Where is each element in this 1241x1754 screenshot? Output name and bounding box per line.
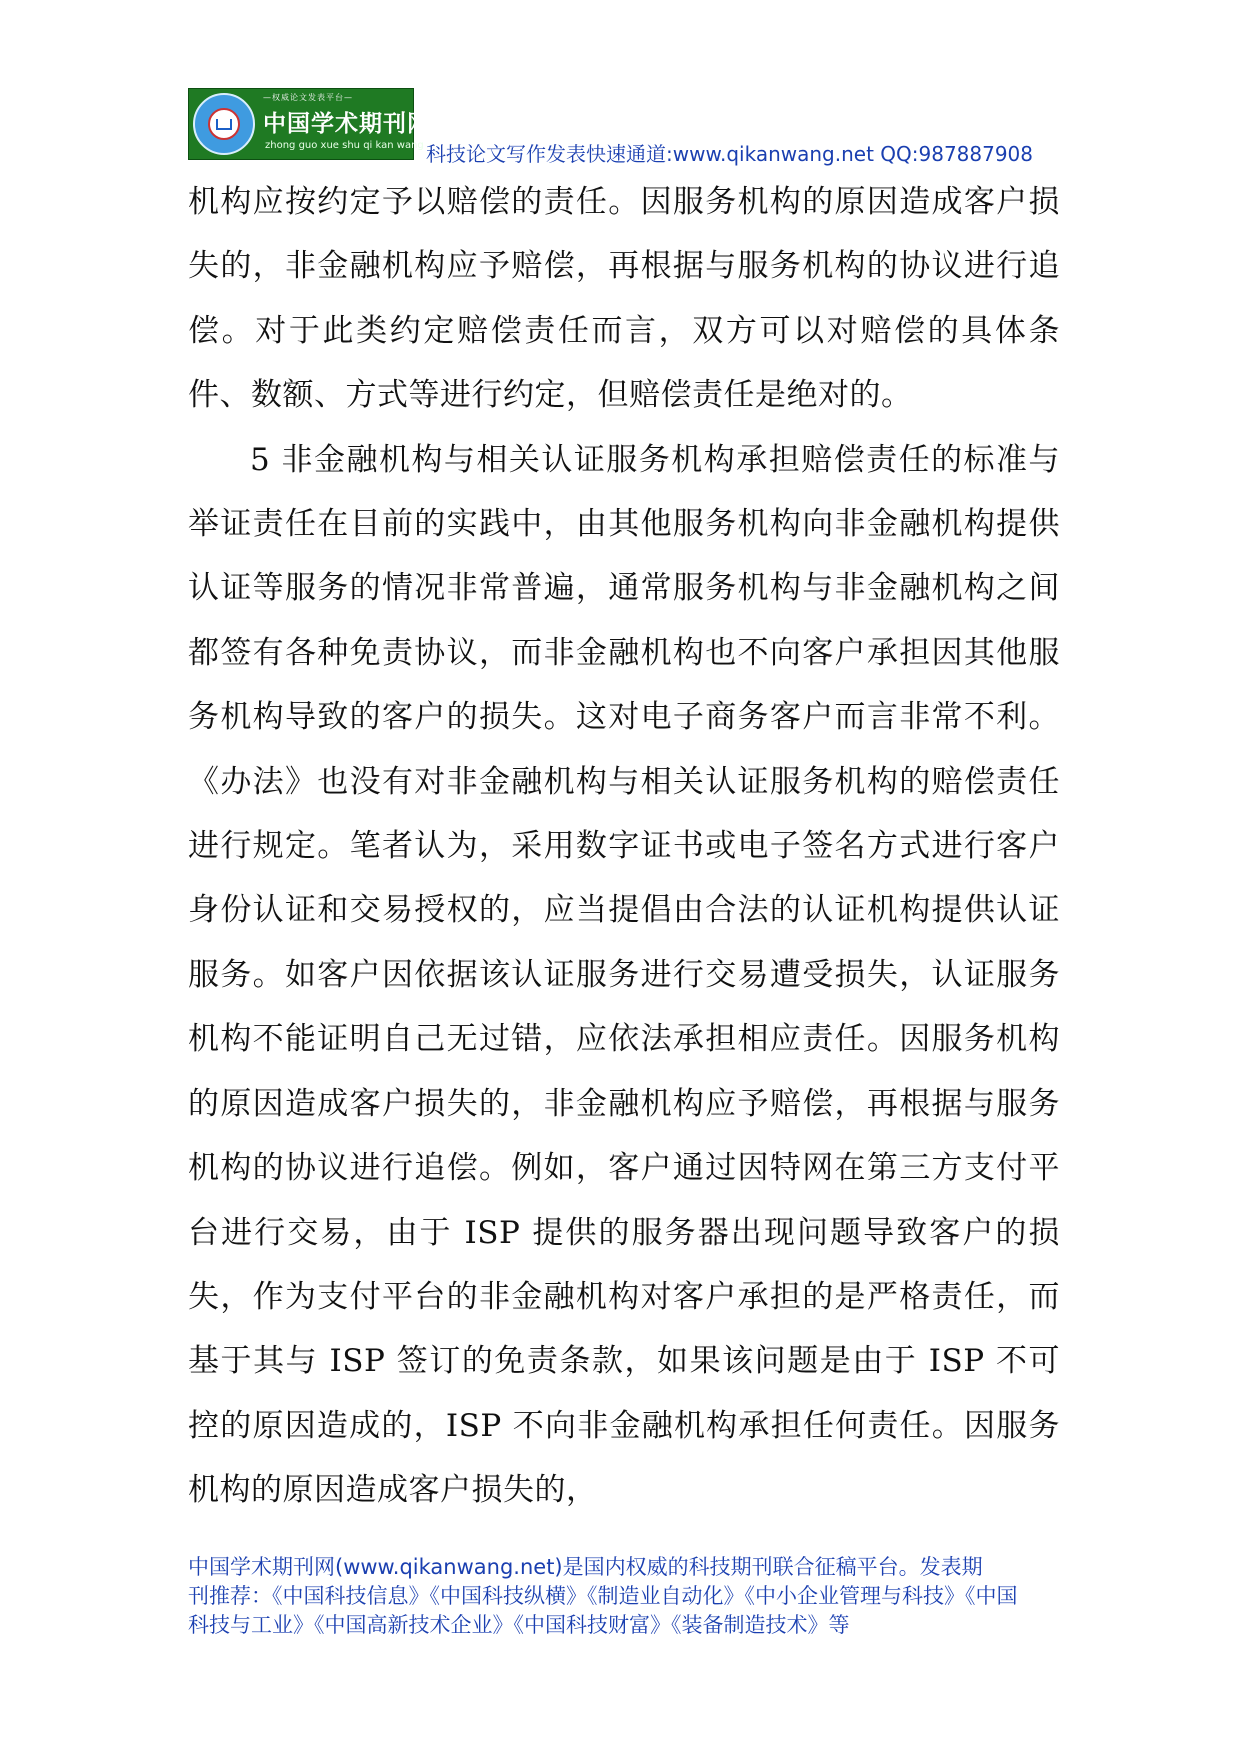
logo-emblem-icon — [193, 93, 255, 155]
footer-line-2: 刊推荐：《中国科技信息》《中国科技纵横》《制造业自动化》《中小企业管理与科技》《中国 — [188, 1584, 1018, 1608]
paragraph-1: 机构应按约定予以赔偿的责任。因服务机构的原因造成客户损失的，非金融机构应予赔偿，再根据与服务机构的协议进行追偿。对于此类约定赔偿责任而言，双方可以对赔偿的具体条件、数额、方式等进行约定，但赔偿责任是绝对的。 — [188, 184, 1060, 414]
logo-site-name: 中国学术期刊网 — [263, 111, 431, 137]
page-header — [188, 88, 1058, 166]
page-footer — [188, 1553, 1068, 1640]
footer-line-1: 中国学术期刊网(www.qikanwang.net)是国内权威的科技期刊联合征稿平台。发表期 — [188, 1555, 983, 1579]
paragraph-2: 5 非金融机构与相关认证服务机构承担赔偿责任的标准与举证责任在目前的实践中，由其他服务机构向非金融机构提供认证等服务的情况非常普遍，通常服务机构与非金融机构之间都签有各种免责协议，而非金融机构也不向客户承担因其他服务机构导致的客户的损失。这对电子商务客户而言非常不利。《办法》也没有对非金融机构与相关认证服务机构的赔偿责任进行规定。笔者认为，采用数字证书或电子签名方式进行客户身份认证和交易授权的，应当提倡由合法的认证机构提供认证服务。如客户因依据该认证服务进行交易遭受损失，认证服务机构不能证明自己无过错，应依法承担相应责任。因服务机构的原因造成客户损失的，非金融机构应予赔偿，再根据与服务机构的协议进行追偿。例如，客户通过因特网在第三方支付平台进行交易，由于 ISP 提供的服务器出现问题导致客户的损失，作为支付平台的非金融机构对客户承担的是严格责任，而基于其与 ISP 签订的免责条款，如果该问题是由于 ISP 不可控的原因造成的，ISP 不向非金融机构承担任何责任。因服务机构的原因造成客户损失的， — [188, 441, 1060, 1509]
logo-slogan: —权威论文发表平台— — [263, 93, 353, 102]
site-logo[interactable] — [188, 88, 431, 160]
document-body — [188, 170, 1060, 1523]
header-tagline: 科技论文写作发表快速通道:www.qikanwang.net QQ:987887908 — [426, 142, 1034, 166]
footer-line-3: 科技与工业》《中国高新技术企业》《中国科技财富》《装备制造技术》等 — [188, 1613, 850, 1637]
logo-pinyin: zhong guo xue shu qi kan wang — [265, 140, 424, 151]
